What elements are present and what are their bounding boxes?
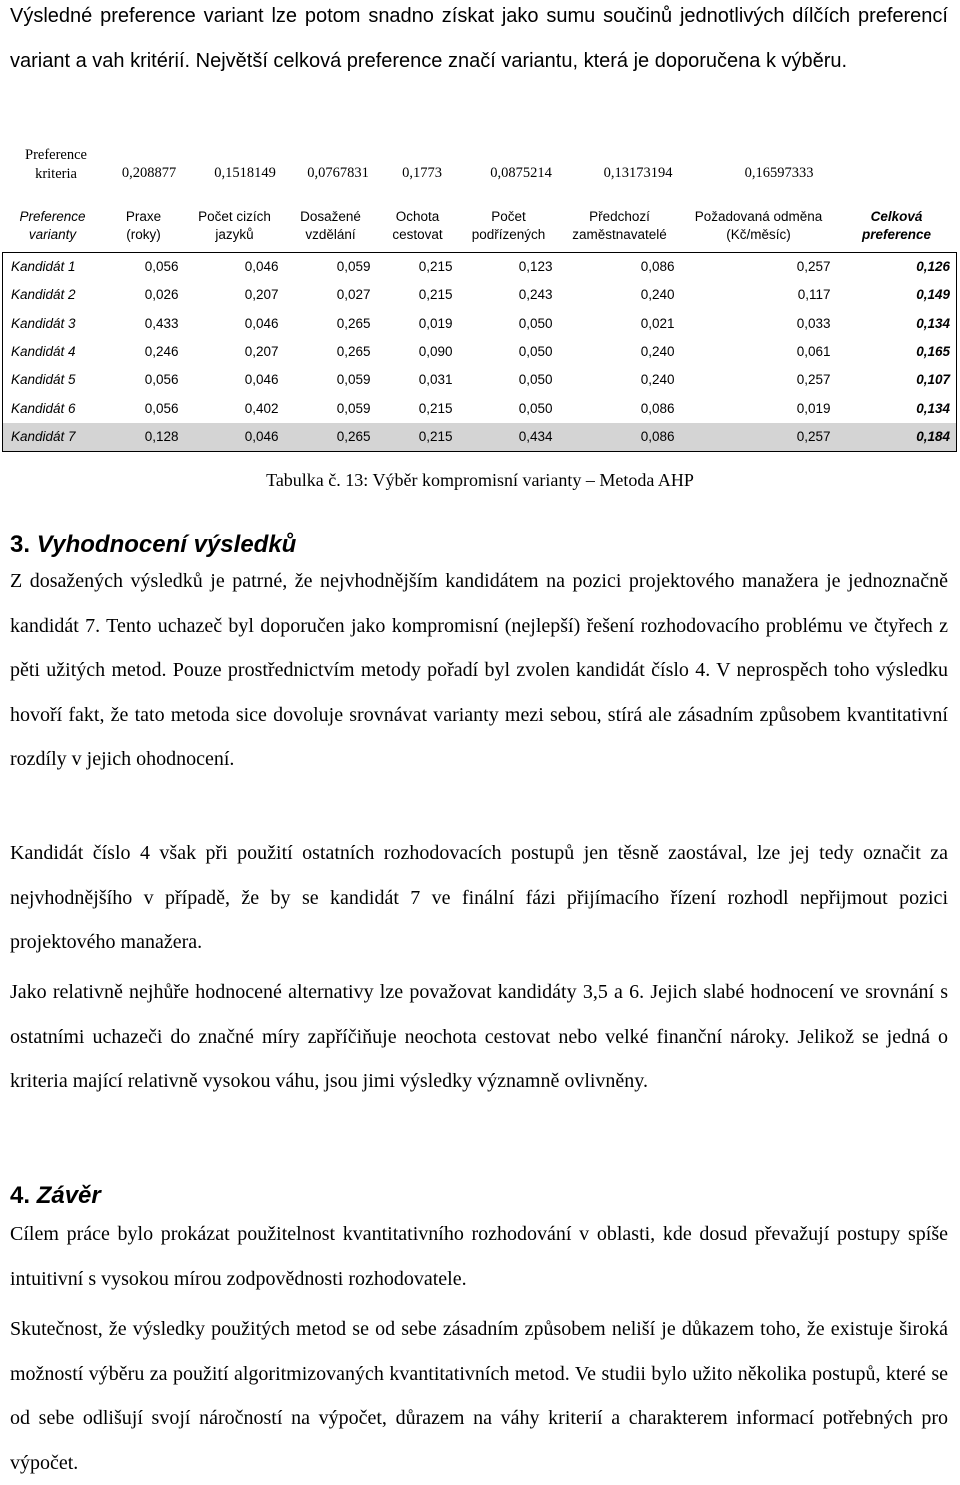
total-preference: 0,134 <box>837 310 957 338</box>
candidate-name: Kandidát 1 <box>3 253 103 282</box>
table-cell: 0,046 <box>244 315 279 331</box>
table-cell: 0,257 <box>796 372 831 388</box>
header-zamestnavatele: Předchozí zaměstnavatelé <box>572 209 667 242</box>
total-preference: 0,184 <box>837 423 957 452</box>
table-cell: 0,240 <box>640 287 675 303</box>
table-cell: 0,402 <box>244 400 279 416</box>
table-cell: 0,240 <box>640 344 675 360</box>
total-preference: 0,134 <box>837 394 957 422</box>
table-cell: 0,433 <box>144 315 179 331</box>
table-cell: 0,033 <box>796 315 831 331</box>
table-cell: 0,215 <box>418 287 453 303</box>
table-cell: 0,050 <box>518 400 553 416</box>
section-4-heading: 4. Závěr <box>10 1182 101 1209</box>
table-cell: 0,086 <box>559 253 681 282</box>
header-vzdelani: Dosažené vzdělání <box>300 209 361 242</box>
header-variants: Preference varianty <box>19 209 86 242</box>
section-3-paragraph: Jako relativně nejhůře hodnocené alternativy lze považovat kandidáty 3,5 a 6. Jejich slabé hodnocení ve srovnání s ostatními uchazeči do značné míry zapříčiňuje neochota cestovat nebo velké finanční nároky. Jelikož se jedná o kriteria mající relativně vysokou váhu, jsou jimi výsledky významně ovlivněny. <box>10 981 948 1092</box>
weight-value: 0,1518149 <box>214 165 276 181</box>
intro-paragraph: Výsledné preference variant lze potom snadno získat jako sumu součinů jednotlivých dílčích preferencí variant a vah kritérií. Největší celková preference značí variantu, která je doporučena k výběru. <box>10 5 948 72</box>
total-preference: 0,126 <box>837 253 957 282</box>
table-cell: 0,128 <box>103 423 185 452</box>
table-cell: 0,215 <box>418 400 453 416</box>
table-row <box>3 338 957 366</box>
table-row <box>3 253 957 282</box>
table-cell: 0,031 <box>418 372 453 388</box>
table-row <box>3 423 957 452</box>
table-cell: 0,050 <box>518 315 553 331</box>
table-cell: 0,243 <box>518 287 553 303</box>
table-cell: 0,026 <box>144 287 179 303</box>
table-cell: 0,265 <box>336 315 371 331</box>
table-cell: 0,215 <box>377 253 459 282</box>
candidate-name: Kandidát 4 <box>3 338 103 366</box>
total-preference: 0,165 <box>837 338 957 366</box>
table-cell: 0,265 <box>285 423 377 452</box>
weight-value: 0,208877 <box>121 165 177 181</box>
table-cell: 0,021 <box>640 315 675 331</box>
table-cell: 0,265 <box>336 344 371 360</box>
table-cell: 0,056 <box>144 400 179 416</box>
total-preference: 0,107 <box>837 366 957 394</box>
table-cell: 0,090 <box>418 344 453 360</box>
table-cell: 0,046 <box>244 372 279 388</box>
table-cell: 0,019 <box>418 315 453 331</box>
weight-value: 0,1773 <box>402 165 442 181</box>
section-4-paragraph: Skutečnost, že výsledky použitých metod se od sebe zásadním způsobem neliší je důkazem toho, že existuje široká možností výběru za použití algoritmizovaných kvantitativních metod. Ve studii bylo užito několika postupů, které se od sebe odlišují svojí náročností na výpočet, důrazem na váhy kriterií a charakterem informací potřebných pro výpočet. <box>10 1318 948 1474</box>
weights-label: Preference kriteria <box>25 147 87 182</box>
weight-value: 0,16597333 <box>744 165 814 181</box>
table-cell: 0,123 <box>459 253 559 282</box>
weight-value: 0,13173194 <box>603 165 673 181</box>
header-cestovat: Ochota cestovat <box>392 209 443 242</box>
section-3-paragraph: Z dosažených výsledků je patrné, že nejvhodnějším kandidátem na pozici projektového manažera je jednoznačně kandidát 7. Tento uchazeč byl doporučen jako kompromisní (nejlepší) řešení rozhodovacího problému ve čtyřech z pěti užitých metod. Pouze prostřednictvím metody pořadí byl zvolen kandidát číslo 4. V neprospěch toho výsledku hovoří fakt, že tato metoda sice dovoluje srovnávat varianty mezi sebou, stírá ale zásadním způsobem kvantitativní rozdíly v jejich ohodnocení. <box>10 570 948 770</box>
table-cell: 0,257 <box>681 423 837 452</box>
table-cell: 0,046 <box>185 423 285 452</box>
section-3-paragraph: Kandidát číslo 4 však při použití ostatních rozhodovacích postupů jen těsně zaostával, lze jej tedy označit za nejvhodnějšího v případě, že by se kandidát 7 ve finální fázi přijímacího řízení rozhodl nepřijmout pozici projektového manažera. <box>10 842 948 953</box>
table-cell: 0,215 <box>377 423 459 452</box>
table-cell: 0,056 <box>144 372 179 388</box>
table-cell: 0,257 <box>681 253 837 282</box>
table-cell: 0,046 <box>185 253 285 282</box>
header-praxe: Praxe (roky) <box>125 209 162 242</box>
table-cell: 0,050 <box>518 344 553 360</box>
criteria-weights-row <box>0 138 960 190</box>
table-row <box>3 281 957 309</box>
table-row <box>3 366 957 394</box>
candidate-name: Kandidát 7 <box>3 423 103 452</box>
table-cell: 0,059 <box>285 253 377 282</box>
header-jazyky: Počet cizích jazyků <box>198 209 271 242</box>
header-podrizeni: Počet podřízených <box>471 209 546 242</box>
candidate-name: Kandidát 5 <box>3 366 103 394</box>
table-cell: 0,019 <box>796 400 831 416</box>
preference-table <box>2 200 956 452</box>
total-preference: 0,149 <box>837 281 957 309</box>
table-cell: 0,059 <box>336 400 371 416</box>
table-cell: 0,086 <box>559 423 681 452</box>
table-cell: 0,027 <box>336 287 371 303</box>
table-cell: 0,207 <box>244 344 279 360</box>
candidate-name: Kandidát 3 <box>3 310 103 338</box>
table-row <box>3 310 957 338</box>
table-cell: 0,117 <box>797 287 831 303</box>
candidate-name: Kandidát 2 <box>3 281 103 309</box>
header-odmena: Požadovaná odměna (Kč/měsíc) <box>694 209 823 242</box>
table-cell: 0,086 <box>640 400 675 416</box>
table-cell: 0,050 <box>518 372 553 388</box>
weight-value: 0,0767831 <box>307 165 369 181</box>
table-cell: 0,061 <box>796 344 831 360</box>
candidate-name: Kandidát 6 <box>3 394 103 422</box>
section-3-heading: 3. Vyhodnocení výsledků <box>10 531 297 558</box>
table-cell: 0,240 <box>640 372 675 388</box>
table-cell: 0,207 <box>244 287 279 303</box>
weight-value: 0,0875214 <box>490 165 552 181</box>
table-row <box>3 394 957 422</box>
table-cell: 0,059 <box>336 372 371 388</box>
table-cell: 0,434 <box>459 423 559 452</box>
table-cell: 0,056 <box>103 253 185 282</box>
table-caption: Tabulka č. 13: Výběr kompromisní varianty – Metoda AHP <box>266 470 694 490</box>
header-celkova: Celková preference <box>861 209 932 242</box>
table-cell: 0,246 <box>144 344 179 360</box>
section-4-paragraph: Cílem práce bylo prokázat použitelnost kvantitativního rozhodování v oblasti, kde dosud převažují postupy spíše intuitivní s vysokou mírou zodpovědnosti rozhodovatele. <box>10 1223 948 1290</box>
